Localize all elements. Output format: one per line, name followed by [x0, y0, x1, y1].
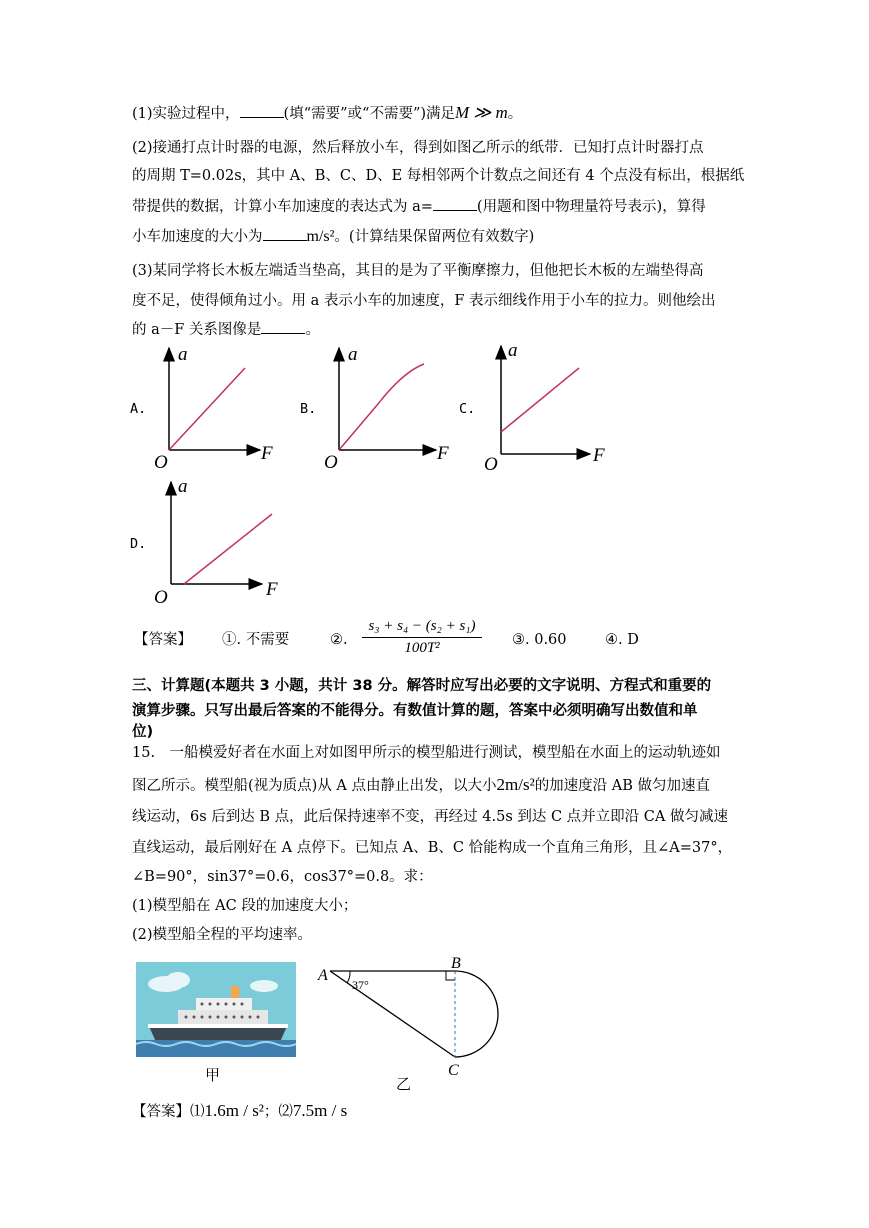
formula-denominator: 100T²	[404, 640, 440, 656]
graph-option-c	[480, 342, 615, 472]
graph-option-a	[148, 342, 283, 472]
q14-condition: M ≫ m	[455, 103, 508, 122]
answer-3: ③. 0.60	[512, 632, 567, 648]
origin-label: O	[484, 454, 498, 472]
q14-part2-c: 带提供的数据，计算小车加速度的表达式为 a=	[132, 199, 433, 215]
answer-2-value: 7.5m / s	[292, 1101, 348, 1120]
q14-unit: m/s²	[306, 228, 335, 245]
q15-line2-a: 图乙所示。模型船(视为质点)从 A 点由静止出发，以大小	[132, 778, 497, 794]
graph-option-b	[318, 342, 458, 472]
answer-separator: ；⑵	[263, 1104, 293, 1120]
q14-part3-line3	[132, 319, 320, 340]
origin-label: O	[154, 587, 168, 606]
q14-part3-line1: (3)某同学将长木板左端适当垫高，其目的是为了平衡摩擦力，但他把长木板的左端垫得高	[132, 263, 704, 279]
graph-curve	[339, 364, 424, 450]
option-d-label: D.	[130, 536, 147, 552]
graph-line	[169, 368, 245, 450]
axis-label-a: a	[178, 344, 188, 365]
semicircle-arc	[455, 971, 498, 1057]
ship-upper-deck	[196, 998, 252, 1010]
option-c-label: C.	[459, 401, 476, 417]
axis-label-a: a	[508, 342, 518, 361]
origin-label: O	[154, 452, 168, 472]
q14-part3-c2: 。	[305, 322, 320, 338]
segment-ca	[330, 971, 455, 1057]
answer-label: 【答案】	[132, 1104, 190, 1120]
answer-2-label: ②.	[330, 632, 348, 648]
graph-line	[184, 514, 272, 584]
answer-4: ④. D	[605, 632, 639, 648]
q15-line1: 15. 一船模爱好者在水面上对如图甲所示的模型船进行测试，模型船在水面上的运动轨迹如	[132, 745, 721, 761]
blank-3	[263, 226, 307, 241]
option-b-label: B.	[300, 401, 317, 417]
q15-line2-c: 的加速度沿 AB 做匀加速直	[534, 778, 711, 794]
q15-line7: (2)模型船全程的平均速率。	[132, 927, 313, 943]
q15-line3: 线运动，6s 后到达 B 点，此后保持速率不变，再经过 4.5s 到达 C 点并立即沿 CA 做匀减速	[132, 809, 728, 825]
q15-acceleration: 2m/s²	[496, 775, 535, 794]
blank-4	[261, 319, 305, 334]
blank-2	[433, 196, 477, 211]
origin-label: O	[324, 452, 338, 472]
q15-line6: (1)模型船在 AC 段的加速度大小；	[132, 898, 358, 914]
q14-part2-c2: (用题和图中物理量符号表示)，算得	[476, 199, 706, 215]
q14-part3-c: 的 a－F 关系图像是	[132, 322, 262, 338]
q14-part2-d3: 。(计算结果保留两位有效数字)	[334, 229, 535, 245]
section3-heading-line1: 三、计算题(本题共 3 小题，共计 38 分。解答时应写出必要的文字说明、方程式和重要的	[132, 678, 712, 694]
q14-part1-a: (1)实验过程中，	[132, 106, 240, 122]
angle-label: 37°	[352, 978, 369, 992]
q14-part2-line2: 的周期 T=0.02s，其中 A、B、C、D、E 每相邻两个计数点之间还有 4 个点没有标出，根据纸	[132, 168, 745, 184]
point-a-label: A	[318, 967, 328, 984]
q14-part1-d: 。	[507, 106, 523, 122]
answer-label: 【答案】	[134, 632, 192, 648]
cloud-icon	[166, 972, 190, 988]
axis-label-f: F	[261, 443, 273, 464]
figure-jia-caption: 甲	[205, 1066, 221, 1084]
point-c-label: C	[448, 1062, 459, 1079]
q14-part2-line3	[132, 196, 706, 217]
trajectory-diagram	[314, 952, 499, 1092]
ship-funnel	[231, 986, 239, 1000]
section3-heading-line3: 位)	[132, 724, 154, 740]
axis-label-a: a	[348, 344, 358, 365]
answer-1-marker: ⑴	[190, 1104, 205, 1120]
graph-line	[501, 368, 579, 432]
axis-label-a: a	[178, 476, 188, 497]
formula-numerator: s₃ + s₄ − (s₂ + s₁)	[362, 618, 482, 638]
answer-2-formula	[362, 618, 482, 657]
answer-1: ①. 不需要	[222, 632, 290, 648]
q15-answer	[132, 1101, 347, 1122]
q14-part3-line2: 度不足，使得倾角过小。用 a 表示小车的加速度，F 表示细线作用于小车的拉力。则他绘出	[132, 293, 716, 309]
axis-label-f: F	[266, 579, 278, 600]
q15-line4: 直线运动，最后刚好在 A 点停下。已知点 A、B、C 恰能构成一个直角三角形，且∠A=37°，	[132, 840, 733, 856]
cloud-icon	[250, 980, 278, 992]
ship-hull-stripe	[148, 1024, 288, 1028]
answer-1-value: 1.6m / s²	[204, 1101, 264, 1120]
figure-yi-caption: 乙	[396, 1075, 412, 1093]
ship-mid-deck	[178, 1010, 268, 1024]
q14-part1-b: (填“需要”或“不需要”)满足	[283, 106, 456, 122]
q14-part1	[132, 103, 522, 124]
q14-part2-d: 小车加速度的大小为	[132, 229, 263, 245]
section3-heading-line2: 演算步骤。只写出最后答案的不能得分。有数值计算的题，答案中必须明确写出数值和单	[132, 703, 698, 719]
right-angle-mark	[446, 971, 455, 980]
graph-option-d	[150, 476, 285, 606]
angle-arc	[347, 971, 350, 983]
q15-line5: ∠B=90°，sin37°=0.6，cos37°=0.8。求：	[132, 869, 433, 885]
axis-label-f: F	[593, 445, 605, 466]
q14-part2-line1: (2)接通打点计时器的电源，然后释放小车，得到如图乙所示的纸带．已知打点计时器打点	[132, 140, 704, 156]
point-b-label: B	[451, 955, 461, 972]
option-a-label: A.	[130, 401, 147, 417]
q15-line2	[132, 775, 710, 796]
axis-label-f: F	[437, 443, 449, 464]
q14-part2-line4	[132, 226, 534, 247]
blank-1	[240, 103, 284, 118]
ship-illustration	[136, 962, 296, 1057]
q14-answer-row	[134, 630, 192, 650]
